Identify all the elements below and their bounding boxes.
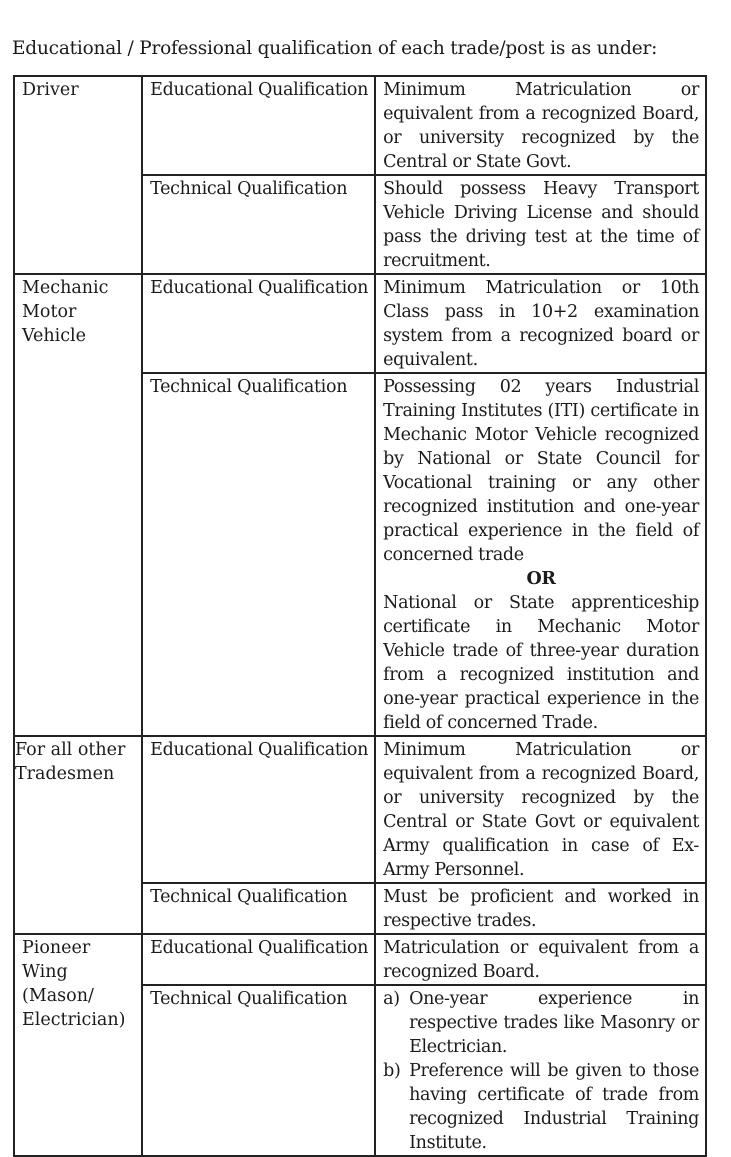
list-marker: b) (383, 1061, 401, 1081)
list-item (383, 1059, 699, 1155)
qualification-type: Educational Qualification (142, 934, 375, 985)
list-marker: a) (383, 989, 400, 1009)
qualification-type: Technical Qualification (142, 985, 375, 1156)
or-separator: OR (526, 569, 556, 589)
table-row (14, 274, 706, 373)
table-row (14, 736, 706, 883)
qualification-text: Must be proficient and worked in respective trades. (375, 883, 706, 934)
qualification-option-1: Possessing 02 years Industrial Training Institutes (ITI) certificate in Mechanic Motor Vehicle recognized by National or State Council for Vocational training or any other recognized institution and one-year practical experience in the field of concerned trade (383, 377, 699, 565)
trade-name: Pioneer Wing (Mason/ Electrician) (14, 934, 142, 1156)
qualification-text: Minimum Matriculation or 10th Class pass in 10+2 examination system from a recognized board or equivalent. (375, 274, 706, 373)
qualification-text: Matriculation or equivalent from a recognized Board. (375, 934, 706, 985)
qualification-text: Should possess Heavy Transport Vehicle Driving License and should pass the driving test at the time of recruitment. (375, 175, 706, 274)
list-item (383, 987, 699, 1059)
qualification-table (13, 75, 707, 1157)
qualification-type: Technical Qualification (142, 175, 375, 274)
qualification-type: Educational Qualification (142, 736, 375, 883)
trade-name: For all other Tradesmen (14, 736, 142, 934)
qualification-text (375, 373, 706, 736)
table-row (14, 76, 706, 175)
qualification-text: Minimum Matriculation or equivalent from a recognized Board, or university recognized by the Central or State Govt or equivalent Army qualification in case of Ex-Army Personnel. (375, 736, 706, 883)
qualification-type: Technical Qualification (142, 883, 375, 934)
list-item-text: Preference will be given to those having certificate of trade from recognized Industrial Training Institute. (409, 1061, 699, 1153)
trade-name: Driver (14, 76, 142, 274)
list-item-text: One-year experience in respective trades like Masonry or Electrician. (409, 989, 699, 1057)
qualification-type: Educational Qualification (142, 274, 375, 373)
qualification-type: Educational Qualification (142, 76, 375, 175)
qualification-type: Technical Qualification (142, 373, 375, 736)
qualification-option-2: National or State apprenticeship certificate in Mechanic Motor Vehicle trade of three-year duration from a recognized institution and one-year practical experience in the field of concerned Trade. (383, 593, 699, 733)
qualification-text: Minimum Matriculation or equivalent from a recognized Board, or university recognized by the Central or State Govt. (375, 76, 706, 175)
table-row (14, 934, 706, 985)
qualification-text (375, 985, 706, 1156)
page-heading: Educational / Professional qualification of each trade/post is as under: (12, 38, 658, 59)
trade-name: Mechanic Motor Vehicle (14, 274, 142, 736)
